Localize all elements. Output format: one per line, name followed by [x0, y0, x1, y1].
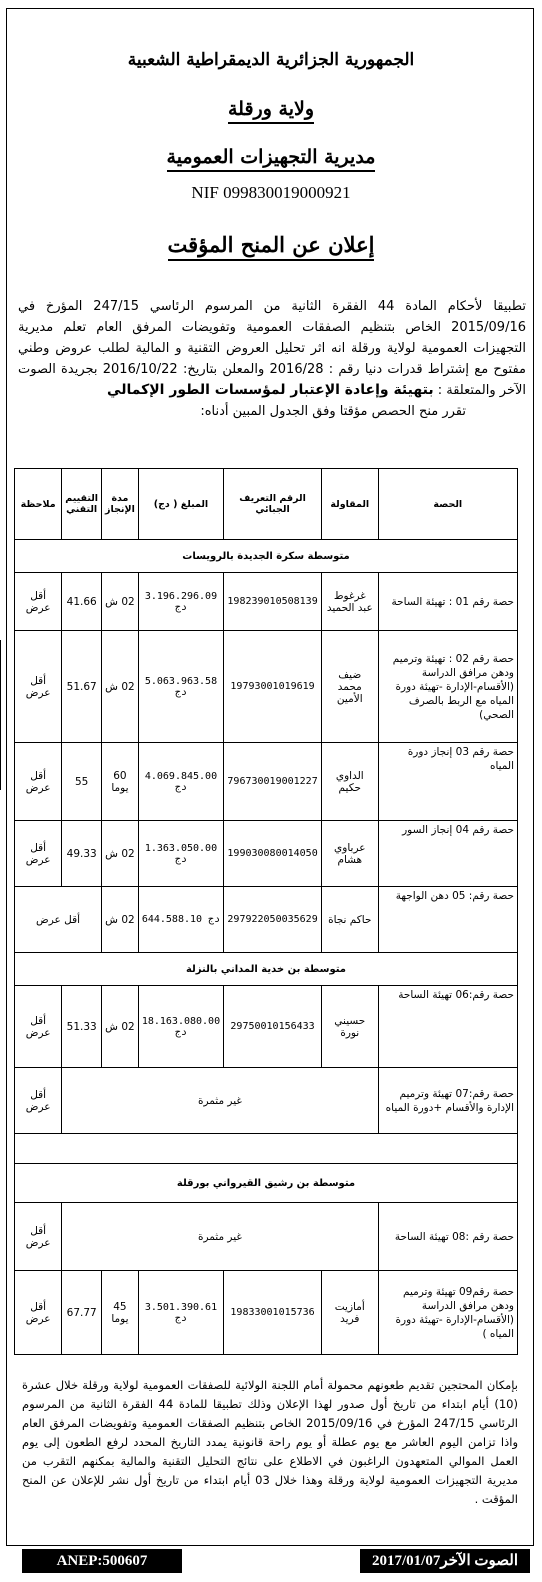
unfruitful-cell: غير مثمرة [62, 1068, 378, 1134]
note-cell: أقل عرض [15, 1271, 62, 1355]
note-cell: أقل عرض [15, 821, 62, 887]
company-cell: غرغوط عبد الحميد [322, 573, 379, 631]
note-cell: أقل عرض [15, 986, 62, 1068]
company-cell: ضيف محمد الأمين [322, 631, 379, 743]
duration-cell: 45 يوما [102, 1271, 139, 1355]
duration-cell: 60 يوما [102, 743, 139, 821]
awards-table [14, 468, 518, 1355]
header-duration: مدة الإنجاز [102, 469, 139, 540]
section-title: متوسطة بن رشيق القيرواني بورقلة [15, 1164, 518, 1203]
note-cell: أقل عرض [15, 1203, 62, 1271]
decision-text: تقرر منح الحصص مؤقتا وفق الجدول المبين أدناه: [200, 404, 466, 419]
duration-cell: 02 ش [102, 573, 139, 631]
nif-cell: 19833001015736 [224, 1271, 322, 1355]
directorate-text: مديرية التجهيزات العمومية [167, 146, 376, 172]
table-row [15, 631, 518, 743]
header-score: التقييم التقني [62, 469, 102, 540]
project-name: بتهيئة وإعادة الإعتبار لمؤسسات الطور الإكمالي [107, 382, 434, 398]
table-row-blank [15, 1134, 518, 1164]
nif-cell: 198239010508139 [224, 573, 322, 631]
duration-cell: 02 ش [102, 631, 139, 743]
republic-heading: الجمهورية الجزائرية الديمقراطية الشعبية [127, 50, 415, 70]
note-cell: أقل عرض [15, 631, 62, 743]
lot-cell: حصة رقم09 تهيئة وترميم ودهن مرافق الدراسة (الأقسام-الإدارة -تهيئة دورة المياه ) [378, 1271, 517, 1355]
header-nif: الرقم التعريف الجبائي [224, 469, 322, 540]
score-cell: 49.33 [62, 821, 102, 887]
table-row [15, 1203, 518, 1271]
announcement-title-text: إعلان عن المنح المؤقت [168, 232, 375, 261]
score-cell: 55 [62, 743, 102, 821]
intro-text: تطبيقا لأحكام المادة 44 الفقرة الثانية من المرسوم الرئاسي 247/15 المؤرخ في 2015/09/16 الخاص بتنظيم الصفقات العمومية وتفويضات المرفق العام تعلم مديرية التجهيزات العمومية لولاية ورقلة انه اثر تحليل العروض التقنية و المالية لطلب عروض وطني مفتوح مع إشتراط قدرات دنيا رقم : 2016/28 والمعلن بتاريخ: 2016/10/22 بجريدة الصوت الآخر والمتعلقة : [18, 299, 527, 398]
newspaper-date: الصوت الآخر2017/01/07 [360, 1549, 530, 1573]
nif-cell: 29750010156433 [224, 986, 322, 1068]
table-row [15, 1271, 518, 1355]
nif-cell: 19793001019619 [224, 631, 322, 743]
section-title: متوسطة بن خدية المداني بالنزلة [15, 953, 518, 986]
table-header-row [15, 469, 518, 540]
lot-cell: حصة رقم:07 تهيئة وترميم الإدارة والأقسام +دورة المياه [378, 1068, 517, 1134]
company-cell: حسيني نورة [322, 986, 379, 1068]
company-cell: أمازيت فريد [322, 1271, 379, 1355]
wilaya-heading [0, 98, 542, 124]
amount-cell: 3.501.390.61 دج [138, 1271, 223, 1355]
section-row [15, 1164, 518, 1203]
lot-cell: حصة رقم:06 تهيئة الساحة [378, 986, 517, 1068]
score-cell: 67.77 [62, 1271, 102, 1355]
section-row [15, 953, 518, 986]
lot-cell: حصة رقم 04 إنجاز السور [378, 821, 517, 887]
wilaya-text: ولاية ورقلة [228, 98, 314, 124]
lot-cell: حصة رقم 01 : تهيئة الساحة [378, 573, 517, 631]
duration-cell: 02 ش [102, 821, 139, 887]
header-amount: المبلغ ( دج) [138, 469, 223, 540]
nif-number: NIF 099830019000921 [191, 183, 351, 202]
score-cell: 51.67 [62, 631, 102, 743]
lot-cell: حصة رقم 03 إنجاز دورة المياه [378, 743, 517, 821]
blank-cell [15, 1134, 518, 1164]
lot-cell: حصة رقم 02 : تهيئة وترميم ودهن مرافق الدراسة (الأقسام-الإدارة -تهيئة دورة المياه مع الربط بالصرف الصحي) [378, 631, 517, 743]
table-row [15, 743, 518, 821]
intro-paragraph [18, 296, 526, 422]
table-row [15, 573, 518, 631]
nif-cell: 199030080014050 [224, 821, 322, 887]
unfruitful-cell: غير مثمرة [62, 1203, 378, 1271]
amount-cell: 644.588.10 دج [138, 887, 223, 953]
anep-reference: ANEP:500607 [22, 1549, 182, 1573]
note-cell: أقل عرض [15, 1068, 62, 1134]
header-note: ملاحظة [15, 469, 62, 540]
table-row [15, 986, 518, 1068]
note-cell: أقل عرض [15, 743, 62, 821]
table-row [15, 887, 518, 953]
header-lot: الحصة [378, 469, 517, 540]
note-cell: أقل عرض [15, 573, 62, 631]
score-cell: 51.33 [62, 986, 102, 1068]
amount-cell: 3.196.296.09 دج [138, 573, 223, 631]
amount-cell: 18.163.080.00 دج [138, 986, 223, 1068]
directorate-heading [0, 146, 542, 172]
header-company: المقاولة [322, 469, 379, 540]
section-row [15, 540, 518, 573]
lot-cell: حصة رقم: 05 دهن الواجهة [378, 887, 517, 953]
company-cell: حاكم نجاة [322, 887, 379, 953]
lot-cell: حصة رقم :08 تهيئة الساحة [378, 1203, 517, 1271]
company-cell: عرباوي هشام [322, 821, 379, 887]
amount-cell: 5.063.963.58 دج [138, 631, 223, 743]
appeal-notice: بإمكان المحتجين تقديم طعونهم محمولة أمام اللجنة الولائية للصفقات العمومية لولاية ورقلة خلال عشرة (10) أيام ابتداء من تاريخ أول صدور لهذا الإعلان وذلك تطبيقا للمادة 44 الفقرة الثانية من المرسوم الرئاسي 247/15 المؤرخ في 2015/09/16 الخاص بتنظيم الصفقات العمومية وتفويضات المرفق العام واذا تزامن اليوم العاشر مع يوم عطلة أو يوم راحة قانونية يمدد التاريخ المحدد لرفع الطعون إلى يوم العمل الموالي المتعهدون الراغبون في الاطلاع على نتائج التحليل التقنية والمالية بمكنهم التقرب من مديرية التجهيزات العمومية لولاية ورقلة وهذا خلال 03 أيام ابتداء من تاريخ أول نشر للإعلان عن المنح المؤقت . [22, 1378, 518, 1506]
nif-cell: 796730019001227 [224, 743, 322, 821]
section-title: متوسطة سكرة الجديدة بالرويسات [15, 540, 518, 573]
nif-cell: 297922050035629 [224, 887, 322, 953]
duration-cell: 02 ش [102, 887, 139, 953]
duration-cell: 02 ش [102, 986, 139, 1068]
amount-cell: 1.363.050.00 دج [138, 821, 223, 887]
side-rule [0, 640, 1, 790]
table-row [15, 821, 518, 887]
company-cell: الداوي حكيم [322, 743, 379, 821]
score-cell: 41.66 [62, 573, 102, 631]
note-cell: أقل عرض [15, 887, 102, 953]
announcement-title [0, 232, 542, 261]
table-row [15, 1068, 518, 1134]
amount-cell: 4.069.845.00 دج [138, 743, 223, 821]
